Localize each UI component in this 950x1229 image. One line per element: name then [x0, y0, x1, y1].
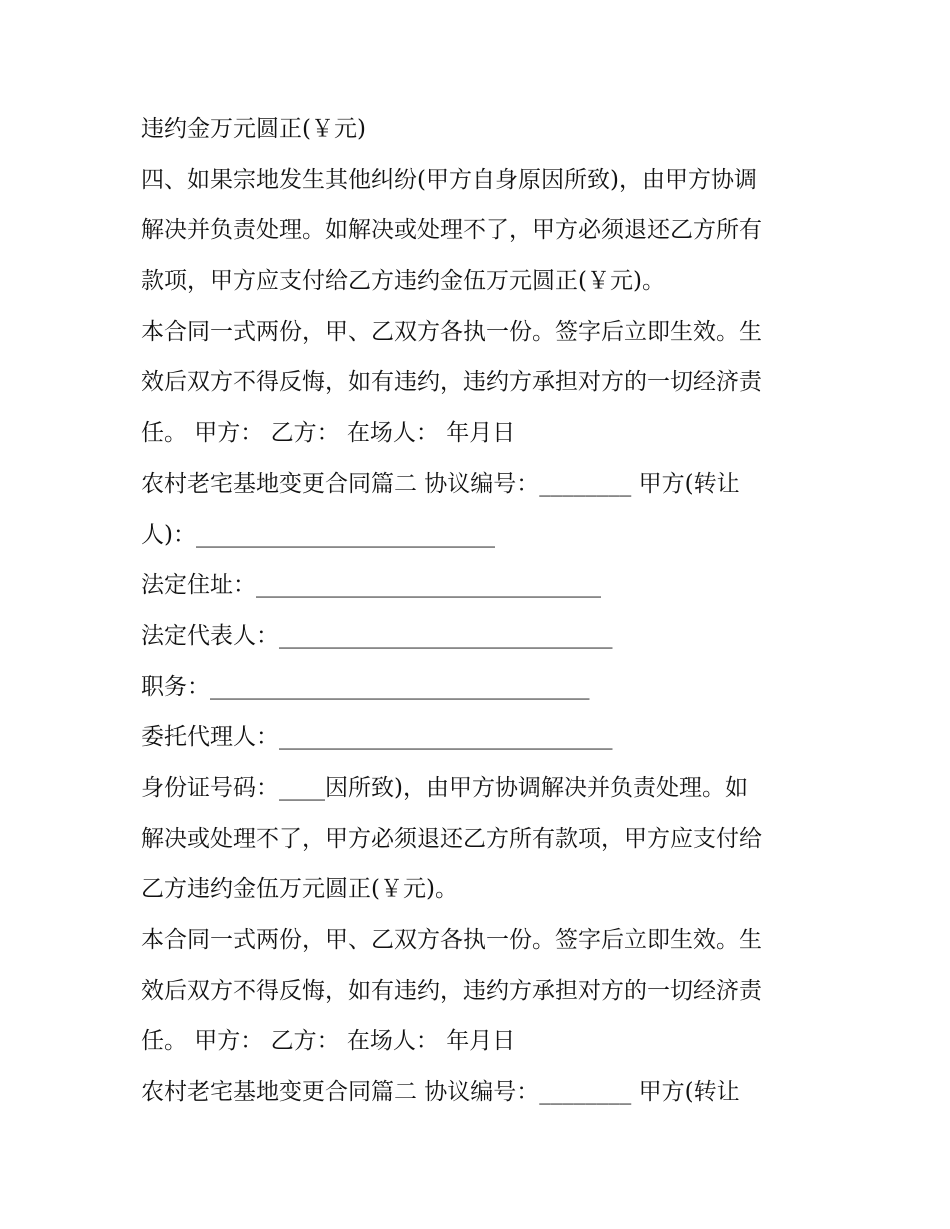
text-line: 乙方违约金伍万元圆正(￥元)。 [141, 876, 458, 903]
agent-field: 委托代理人：_____________________________ [141, 724, 613, 751]
signature-line: 任。 甲方： 乙方： 在场人： 年月日 [141, 1028, 516, 1055]
text-line: 效后双方不得反悔，如有违约，违约方承担对方的一切经济责 [141, 369, 762, 396]
text-line: 解决并负责处理。如解决或处理不了，甲方必须退还乙方所有 [141, 217, 762, 244]
text-line: 效后双方不得反悔，如有违约，违约方承担对方的一切经济责 [141, 977, 762, 1004]
position-field: 职务：_________________________________ [141, 673, 590, 700]
text-line: 款项，甲方应支付给乙方违约金伍万元圆正(￥元)。 [141, 268, 665, 295]
signature-line: 任。 甲方： 乙方： 在场人： 年月日 [141, 420, 516, 447]
text-line: 解决或处理不了，甲方必须退还乙方所有款项，甲方应支付给 [141, 825, 762, 852]
text-line: 本合同一式两份，甲、乙双方各执一份。签字后立即生效。生 [141, 927, 762, 953]
document-body [141, 104, 821, 1118]
text-line: 本合同一式两份，甲、乙双方各执一份。签字后立即生效。生 [141, 318, 762, 345]
id-number-field: 身份证号码：____因所致)，由甲方协调解决并负责处理。如 [141, 774, 748, 801]
text-line: 四、如果宗地发生其他纠纷(甲方自身原因所致)，由甲方协调 [141, 166, 757, 193]
text-line: 违约金万元圆正(￥元) [141, 116, 366, 142]
transferor-field: 人)：__________________________ [141, 521, 495, 548]
legal-representative-field: 法定代表人：_____________________________ [141, 622, 613, 649]
legal-address-field: 法定住址：______________________________ [141, 572, 601, 599]
section-heading-line: 农村老宅基地变更合同篇二 协议编号：________ 甲方(转让 [141, 1079, 740, 1106]
section-heading-line: 农村老宅基地变更合同篇二 协议编号：________ 甲方(转让 [141, 470, 740, 497]
